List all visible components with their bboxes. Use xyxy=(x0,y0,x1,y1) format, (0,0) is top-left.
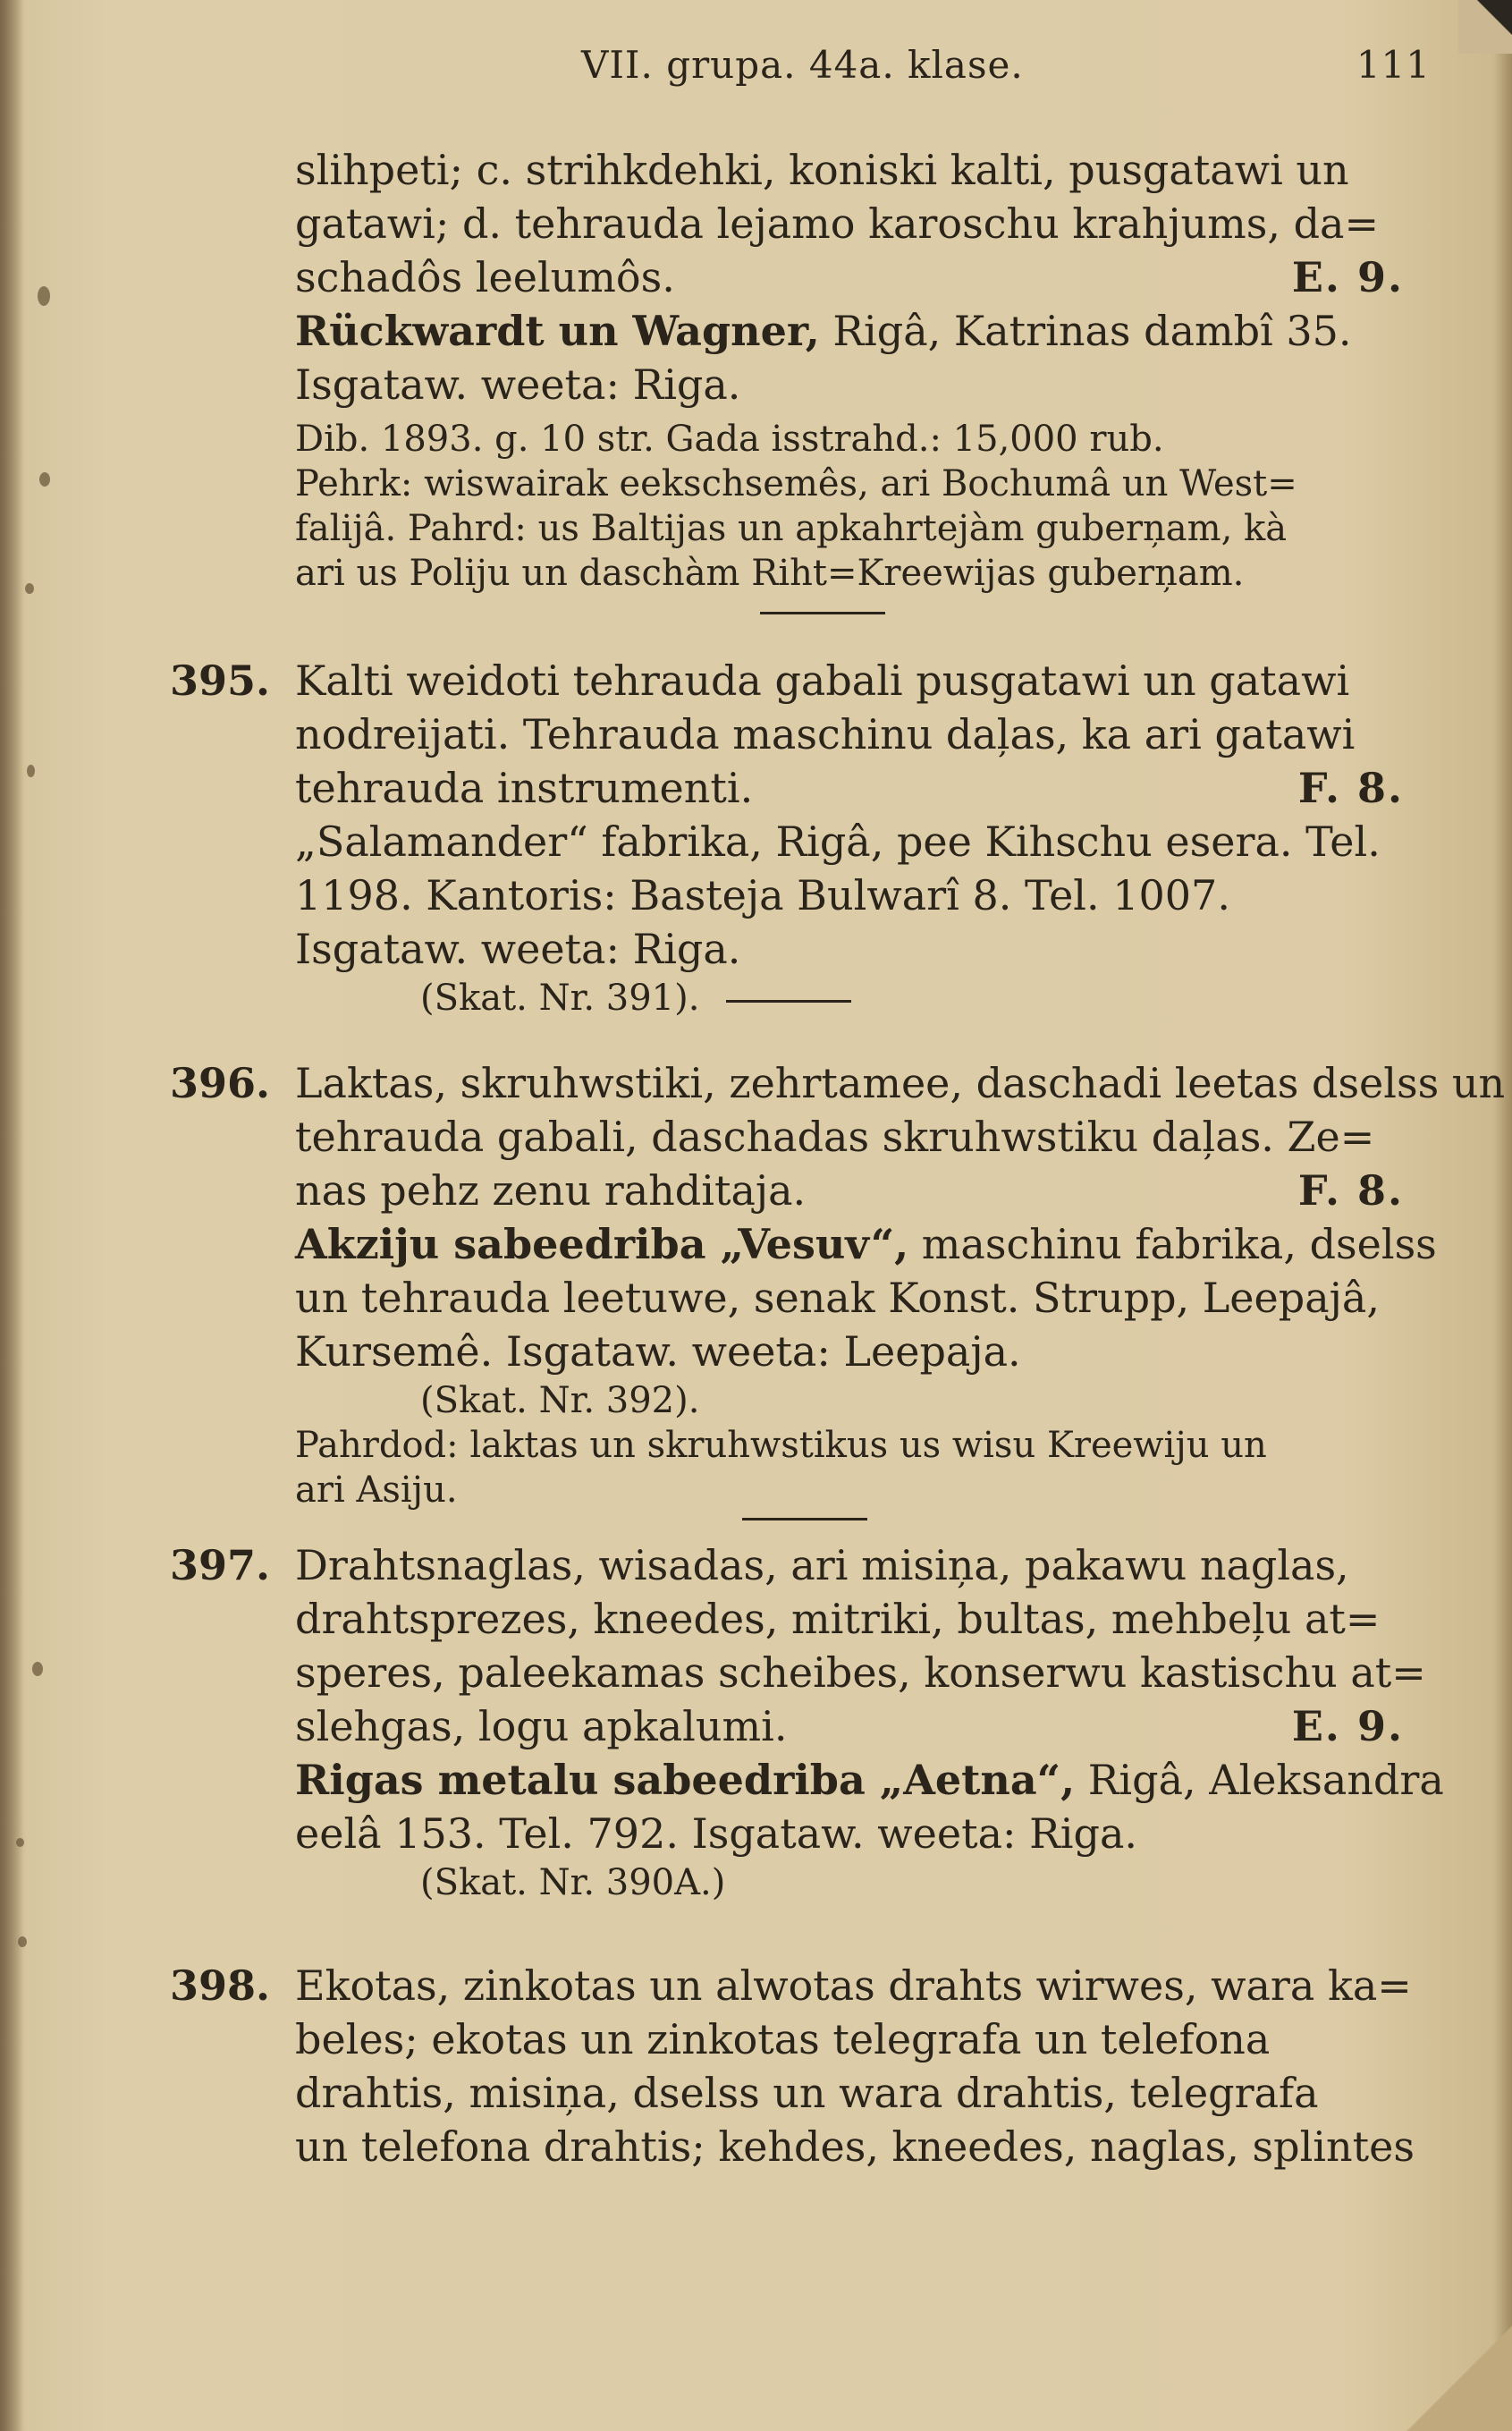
entry-first-line xyxy=(170,1959,1440,2012)
text-line-content: tehrauda instrumenti. xyxy=(295,764,754,812)
page-corner-worn xyxy=(1378,2306,1512,2431)
firm-line xyxy=(170,304,1440,358)
ink-stain xyxy=(39,472,50,487)
text-line-content: Drahtsnaglas, wisadas, ari misiņa, pakawu naglas, xyxy=(295,1541,1349,1589)
entry-number: 398. xyxy=(170,1961,271,2010)
text-line-content: nas pehz zenu rahditaja. xyxy=(295,1166,807,1215)
firm-name: Rigas metalu sabeedriba „Aetna“, xyxy=(295,1756,1076,1804)
header-group-class: VII. grupa. 44a. klase. xyxy=(581,43,1024,87)
firm-details: Dib. 1893. g. 10 str. Gada isstrahd.: 15,000 rub. xyxy=(295,419,1164,460)
sales-note: ari Asiju. xyxy=(295,1470,458,1511)
catalog-entry-397 xyxy=(170,1538,1444,1959)
catalog-entry-395 xyxy=(170,654,1440,1056)
production-place: Isgataw. weeta: Riga. xyxy=(295,360,741,409)
ink-stain xyxy=(32,1662,43,1676)
text-line-content: Kalti weidoti tehrauda gabali pusgatawi un gatawi xyxy=(295,656,1350,705)
firm-line: 1198. Kantoris: Basteja Bulwarî 8. Tel. 1007. xyxy=(295,871,1230,919)
separator-rule xyxy=(760,612,885,614)
text-line: drahtis, misiņa, dselss un wara drahtis, telegrafa xyxy=(295,2069,1319,2117)
entry-number: 396. xyxy=(170,1059,271,1107)
firm-address: Rigâ, Katrinas dambî 35. xyxy=(819,307,1352,355)
text-line xyxy=(170,761,1440,815)
catalog-reference-text: (Skat. Nr. 391). xyxy=(420,978,700,1019)
firm-line: eelâ 153. Tel. 792. Isgataw. weeta: Riga. xyxy=(295,1809,1137,1858)
running-header xyxy=(572,36,1431,89)
text-line: nodreijati. Tehrauda maschinu daļas, ka ari gatawi xyxy=(295,710,1356,758)
firm-line xyxy=(170,1217,1440,1271)
text-line: slihpeti; c. strihkdehki, koniski kalti, pusgatawi un xyxy=(295,146,1349,194)
page-spine-shadow xyxy=(0,0,23,2431)
entry-number: 395. xyxy=(170,656,271,705)
text-line xyxy=(170,250,1440,304)
catalog-entry-398 xyxy=(170,1959,1440,2173)
classification-code: F. 8. xyxy=(1297,764,1404,812)
firm-name: Akziju sabeedriba „Vesuv“, xyxy=(295,1220,909,1268)
text-line: un telefona drahtis; kehdes, kneedes, naglas, splintes xyxy=(295,2122,1415,2171)
page-number: 111 xyxy=(1356,43,1431,87)
catalog-entry-396 xyxy=(170,1056,1506,1520)
text-line: speres, paleekamas scheibes, konserwu kastischu at= xyxy=(295,1648,1426,1697)
firm-details: falijâ. Pahrd: us Baltijas un apkahrtejàm guberņam, kà xyxy=(295,508,1288,549)
text-line: beles; ekotas un zinkotas telegrafa un telefona xyxy=(295,2015,1271,2063)
firm-details: Pehrk: wiswairak eekschsemês, ari Bochumâ un West= xyxy=(295,463,1297,504)
production-place: Kursemê. Isgataw. weeta: Leepaja. xyxy=(295,1327,1021,1376)
firm-line: „Salamander“ fabrika, Rigâ, pee Kihschu esera. Tel. xyxy=(295,817,1381,866)
ink-stain xyxy=(25,583,34,594)
text-line-content: schadôs leelumôs. xyxy=(295,253,675,301)
entry-continuation xyxy=(170,143,1440,614)
sales-note: Pahrdod: laktas un skruhwstikus us wisu Kreewiju un xyxy=(295,1425,1267,1466)
firm-name: Rückwardt un Wagner, xyxy=(295,307,820,355)
text-line-content: slehgas, logu apkalumi. xyxy=(295,1702,788,1750)
entry-first-line xyxy=(170,1538,1440,1592)
classification-code: E. 9. xyxy=(1291,253,1404,301)
entry-number: 397. xyxy=(170,1541,271,1589)
production-place: Isgataw. weeta: Riga. xyxy=(295,925,741,973)
firm-description: maschinu fabrika, dselss xyxy=(908,1220,1437,1268)
firm-details: ari us Poliju un daschàm Riht=Kreewijas guberņam. xyxy=(295,553,1245,594)
ink-stain xyxy=(18,1936,27,1947)
text-line xyxy=(170,1164,1440,1217)
text-line-content: Laktas, skruhwstiki, zehrtamee, daschadi leetas dselss un xyxy=(295,1059,1506,1107)
ink-stain xyxy=(27,765,35,777)
text-line xyxy=(170,1699,1440,1753)
spacer xyxy=(170,1021,1440,1056)
page-corner-fold xyxy=(1458,0,1512,54)
entry-first-line xyxy=(170,654,1440,707)
classification-code: E. 9. xyxy=(1291,1702,1404,1750)
text-line: gatawi; d. tehrauda lejamo karoschu krahjums, da= xyxy=(295,199,1380,248)
page-body xyxy=(170,143,1506,2173)
firm-line xyxy=(170,1753,1444,1807)
catalog-reference xyxy=(170,976,1440,1021)
ink-stain xyxy=(16,1838,24,1847)
separator-rule xyxy=(742,1518,867,1520)
separator-rule xyxy=(726,1000,851,1003)
text-line: drahtsprezes, kneedes, mitriki, bultas, mehbeļu at= xyxy=(295,1595,1381,1643)
firm-line: un tehrauda leetuwe, senak Konst. Strupp, Leepajâ, xyxy=(295,1274,1380,1322)
catalog-reference: (Skat. Nr. 390A.) xyxy=(420,1862,726,1903)
text-line-content: Ekotas, zinkotas un alwotas drahts wirwes, wara ka= xyxy=(295,1961,1412,2010)
entry-first-line xyxy=(170,1056,1506,1110)
firm-address: Rigâ, Aleksandra xyxy=(1075,1756,1444,1804)
text-line: tehrauda gabali, daschadas skruhwstiku daļas. Ze= xyxy=(295,1113,1375,1161)
ink-stain xyxy=(38,286,50,306)
catalog-reference: (Skat. Nr. 392). xyxy=(420,1380,700,1421)
spacer xyxy=(170,1905,1440,1959)
classification-code: F. 8. xyxy=(1297,1166,1404,1215)
